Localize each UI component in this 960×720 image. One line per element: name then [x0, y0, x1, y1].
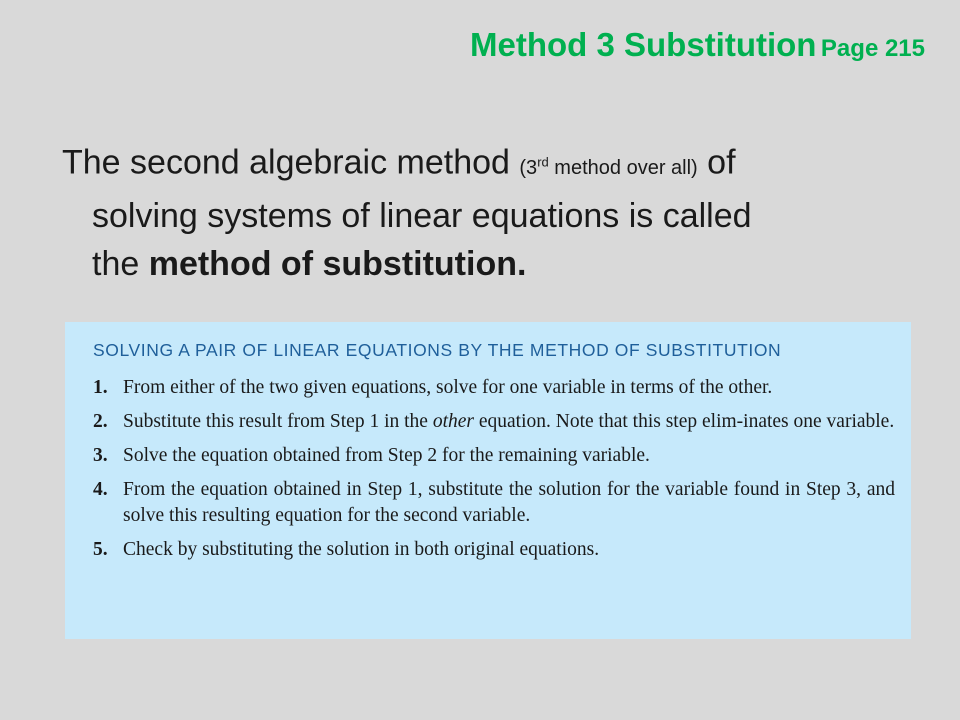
intro-text: of [697, 143, 736, 182]
step-text-part: equation. Note that this step elim-inates one variable. [474, 411, 895, 432]
procedure-box [65, 322, 911, 639]
step-text: Check by substituting the solution in both original equations. [123, 539, 600, 560]
paren-close: method over all) [548, 156, 698, 179]
step-number: 3. [93, 445, 108, 466]
procedure-step-5 [93, 537, 895, 563]
intro-line-2: solving systems of linear equations is called [92, 196, 752, 235]
ordinal-superscript: rd [537, 154, 549, 169]
step-text-part: Substitute this result from Step 1 in the [123, 411, 433, 432]
procedure-steps [93, 375, 895, 563]
step-text [123, 409, 895, 435]
procedure-step-1 [93, 375, 895, 401]
slide-title [470, 28, 925, 61]
intro-parenthetical [519, 154, 698, 179]
step-number: 1. [93, 377, 108, 398]
step-text: From the equation obtained in Step 1, substitute the solution for the variable found in Step 3, and solve this resulting equation for the second variable. [123, 479, 895, 526]
procedure-step-3 [93, 443, 895, 469]
procedure-heading: SOLVING A PAIR OF LINEAR EQUATIONS BY THE METHOD OF SUBSTITUTION [93, 340, 782, 360]
step-number: 4. [93, 479, 108, 500]
procedure-step-2 [93, 409, 895, 435]
step-number: 2. [93, 411, 108, 432]
step-text: Solve the equation obtained from Step 2 for the remaining variable. [123, 445, 650, 466]
step-number: 5. [93, 539, 108, 560]
intro-line-1 [62, 138, 912, 192]
step-text: From either of the two given equations, solve for one variable in terms of the other. [123, 377, 773, 398]
intro-text: the [92, 244, 149, 283]
step-text-italic: other [432, 411, 474, 432]
intro-line-3 [62, 240, 912, 288]
slide-title-main: Method 3 Substitution [470, 26, 817, 63]
intro-text: The second algebraic method [62, 143, 520, 182]
slide-title-page: Page 215 [820, 35, 925, 62]
intro-paragraph [62, 138, 912, 288]
procedure-step-4 [93, 477, 895, 529]
paren-open: (3 [519, 156, 538, 179]
intro-emphasis: method of substitution. [148, 244, 527, 283]
